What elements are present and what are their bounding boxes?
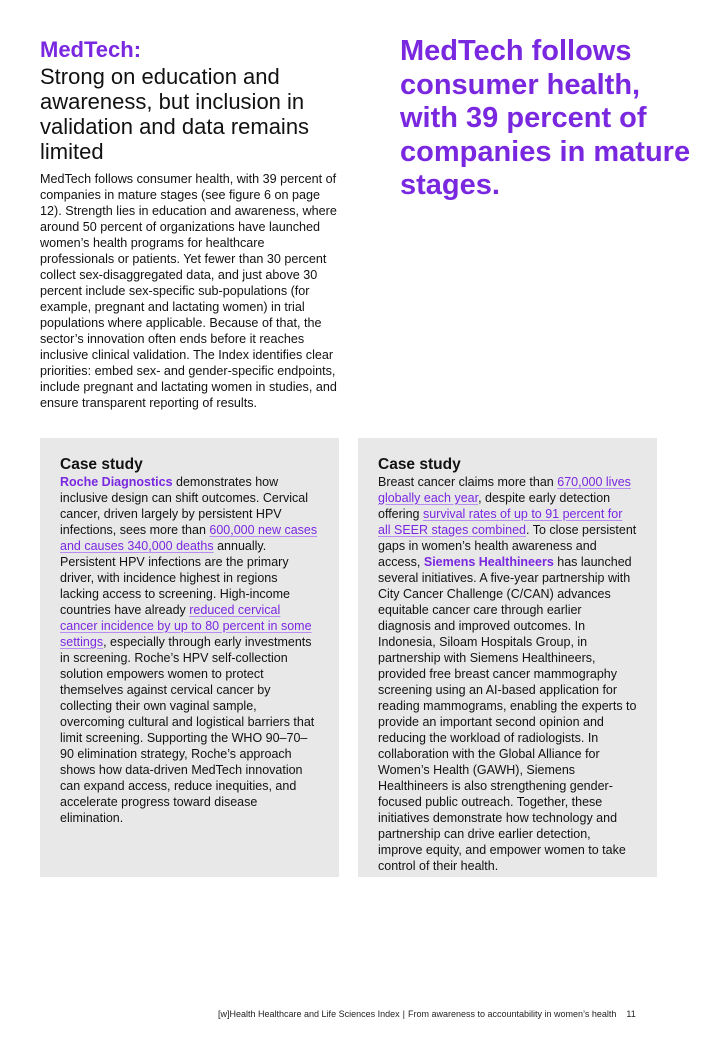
link-incidence-reduction[interactable]: reduced cervical cancer incidence by up to 80 percent in some settings [60, 603, 312, 649]
footer-separator: | [402, 1009, 405, 1019]
link-hpv-cases[interactable]: 600,000 new cases and causes 340,000 deaths [60, 523, 318, 553]
body-text: , despite early detection offering [378, 491, 611, 521]
case-study-roche [40, 438, 339, 877]
section-subtitle: Strong on education and awareness, but inclusion in validation and data remains limited [40, 64, 310, 164]
case-study-body [60, 474, 319, 826]
company-name-roche: Roche Diagnostics [60, 475, 173, 489]
section-heading [40, 37, 340, 164]
company-name-siemens: Siemens Healthineers [423, 555, 554, 569]
case-study-siemens [358, 438, 657, 877]
intro-paragraph: MedTech follows consumer health, with 39 percent of companies in mature stages (see figure 6 on page 12). Strength lies in education and awareness, where around 50 percent of organizations have launched women’s health programs for healthcare professionals or patients. Yet fewer than 30 percent collect sex-disaggregated data, and just above 30 percent include sex-specific sub-populations (for example, pregnant and lactating women) in trial populations where applicable. Because of that, the sector’s innovation often ends before it reaches inclusive clinical validation. The Index identifies clear priorities: embed sex- and gender-specific endpoints, include pregnant and lactating women in studies, and ensure transparent reporting of results. [40, 172, 337, 410]
case-study-body [378, 474, 637, 874]
body-text: has launched several initiatives. A five-year partnership with City Cancer Challenge (C/CAN) advances equitable cancer care through earlier diagnosis and improved outcomes. In Indonesia, Siloam Hospitals Group, in partnership with Siemens Healthineers, provided free breast cancer mammography screening using an AI-based application for reading mammograms, enabling the experts to provide an important second opinion and reducing the workload of radiologists. In collaboration with the Global Alliance for Women’s Health (GAWH), Siemens Healthineers is also strengthening gender-focused public outreach. Together, these initiatives demonstrate how technology and partnership can drive earlier detection, improve equity, and empower women to take control of their health. [378, 555, 637, 873]
case-study-title: Case study [60, 456, 143, 473]
body-text: demonstrates how inclusive design can shift outcomes. Cervical cancer, driven largely by persistent HPV infections, sees more than [60, 475, 309, 537]
body-text: . To close persistent gaps in women’s health awareness and access, [378, 523, 637, 569]
case-study-title: Case study [378, 456, 461, 473]
footer-chapter-title: From awareness to accountability in women’s health [407, 1009, 617, 1019]
section-kicker: MedTech: [40, 37, 142, 62]
link-breast-cancer-deaths[interactable]: 670,000 lives globally each year [378, 475, 631, 505]
body-text: Breast cancer claims more than [378, 475, 558, 489]
page-footer [218, 1008, 688, 1020]
page-number: 11 [626, 1009, 636, 1019]
pull-quote: MedTech follows consumer health, with 39 percent of companies in mature stages. [400, 35, 691, 201]
body-text: , especially through early investments in screening. Roche’s HPV self-collection solution empowers women to protect themselves against cervical cancer by collecting their own vaginal sample, overcoming cultural and logistical barriers that limit screening. Supporting the WHO 90–70–90 elimination strategy, Roche’s approach shows how data-driven MedTech innovation can expand access, reduce inequities, and accelerate progress toward disease elimination. [60, 635, 315, 825]
body-text: annually. Persistent HPV infections are the primary driver, with incidence highest in regions lacking access to screening. High-income countries have already [60, 539, 290, 617]
link-survival-rates[interactable]: survival rates of up to 91 percent for all SEER stages combined [378, 507, 623, 537]
footer-report-title: [w]Health Healthcare and Life Sciences Index [218, 1009, 400, 1019]
